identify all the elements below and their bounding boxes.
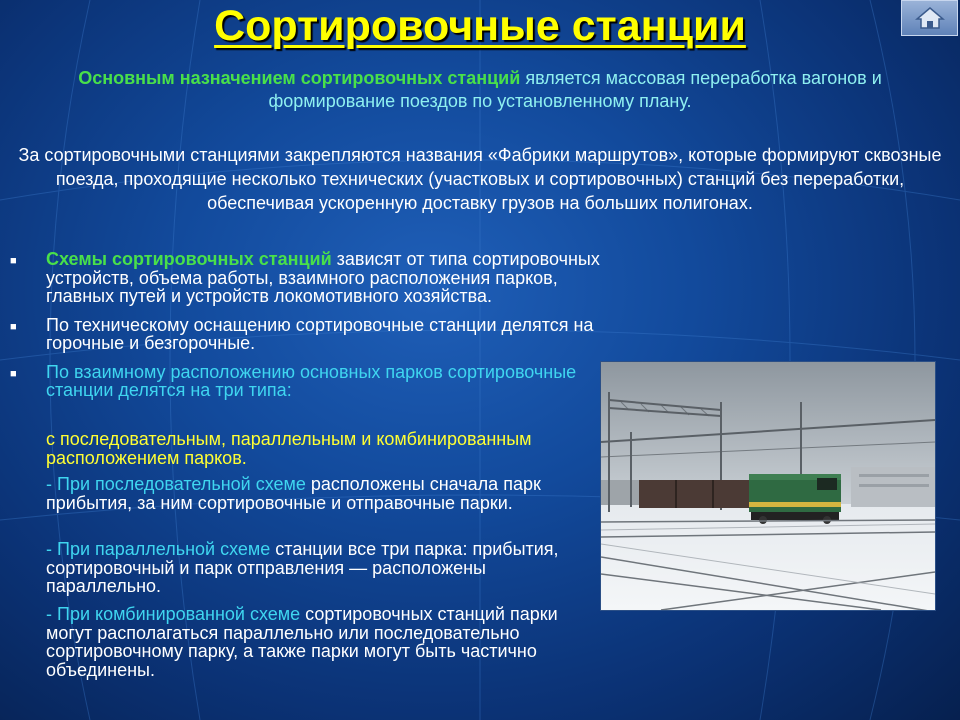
scheme-lead: При параллельной схеме [57,539,271,559]
home-button[interactable] [901,0,958,36]
intro-lead: Основным назначением сортировочных станций [78,68,521,88]
factory-paragraph: За сортировочными станциями закрепляются названия «Фабрики маршрутов», которые формируют сквозные поезда, проходящие несколько технических (участковых и сортировочных) станций без переработки, обеспечивая ускоренную доставку грузов на больших полигонах. [18,145,942,213]
railway-yard-photo [600,361,936,611]
bullet-text: По техническому оснащению сортировочные станции делятся на горочные и безгорочные. [46,314,594,353]
scheme-item [46,540,606,596]
bullet-list [10,250,600,400]
types-line: с последовательным, параллельным и комбинированным расположением парков. [46,429,532,468]
scheme-dash: - [46,539,57,559]
locomotive-photo-illustration [601,362,935,610]
list-item [10,363,600,400]
scheme-item [46,605,586,679]
bullet-text: По взаимному расположению основных парков сортировочные станции делятся на три типа: [46,361,577,400]
list-item [10,250,600,306]
list-item [10,316,600,353]
scheme-rest: станции все три парка: прибытия, сортировочный и парк отправления — расположены параллельно. [46,539,559,596]
scheme-item [46,475,606,512]
scheme-rest: сортировочных станций парки могут располагаться параллельно или последовательно сортировочному парку, а также парки могут быть частично объединены. [46,604,558,680]
scheme-dash: - [46,604,57,624]
scheme-lead: При комбинированной схеме [57,604,301,624]
square-bullet-icon: ■ [10,367,17,380]
square-bullet-icon: ■ [10,255,17,267]
intro-paragraph [60,67,900,113]
home-icon [915,6,945,30]
scheme-rest: расположены сначала парк прибытия, за ним сортировочные и отправочные парки. [46,474,541,513]
page-title: Сортировочные станции [214,2,746,50]
bullet-rest: зависят от типа сортировочных устройств, объема работы, взаимного расположения парков, главных путей и устройств локомотивного хозяйства. [46,249,600,306]
square-bullet-icon: ■ [10,320,17,333]
intro-rest: является массовая переработка вагонов и формирование поездов по установленному плану. [268,68,882,111]
bullet-lead: Схемы сортировочных станций [46,249,332,269]
scheme-dash: - [46,474,57,494]
scheme-lead: При последовательной схеме [57,474,306,494]
